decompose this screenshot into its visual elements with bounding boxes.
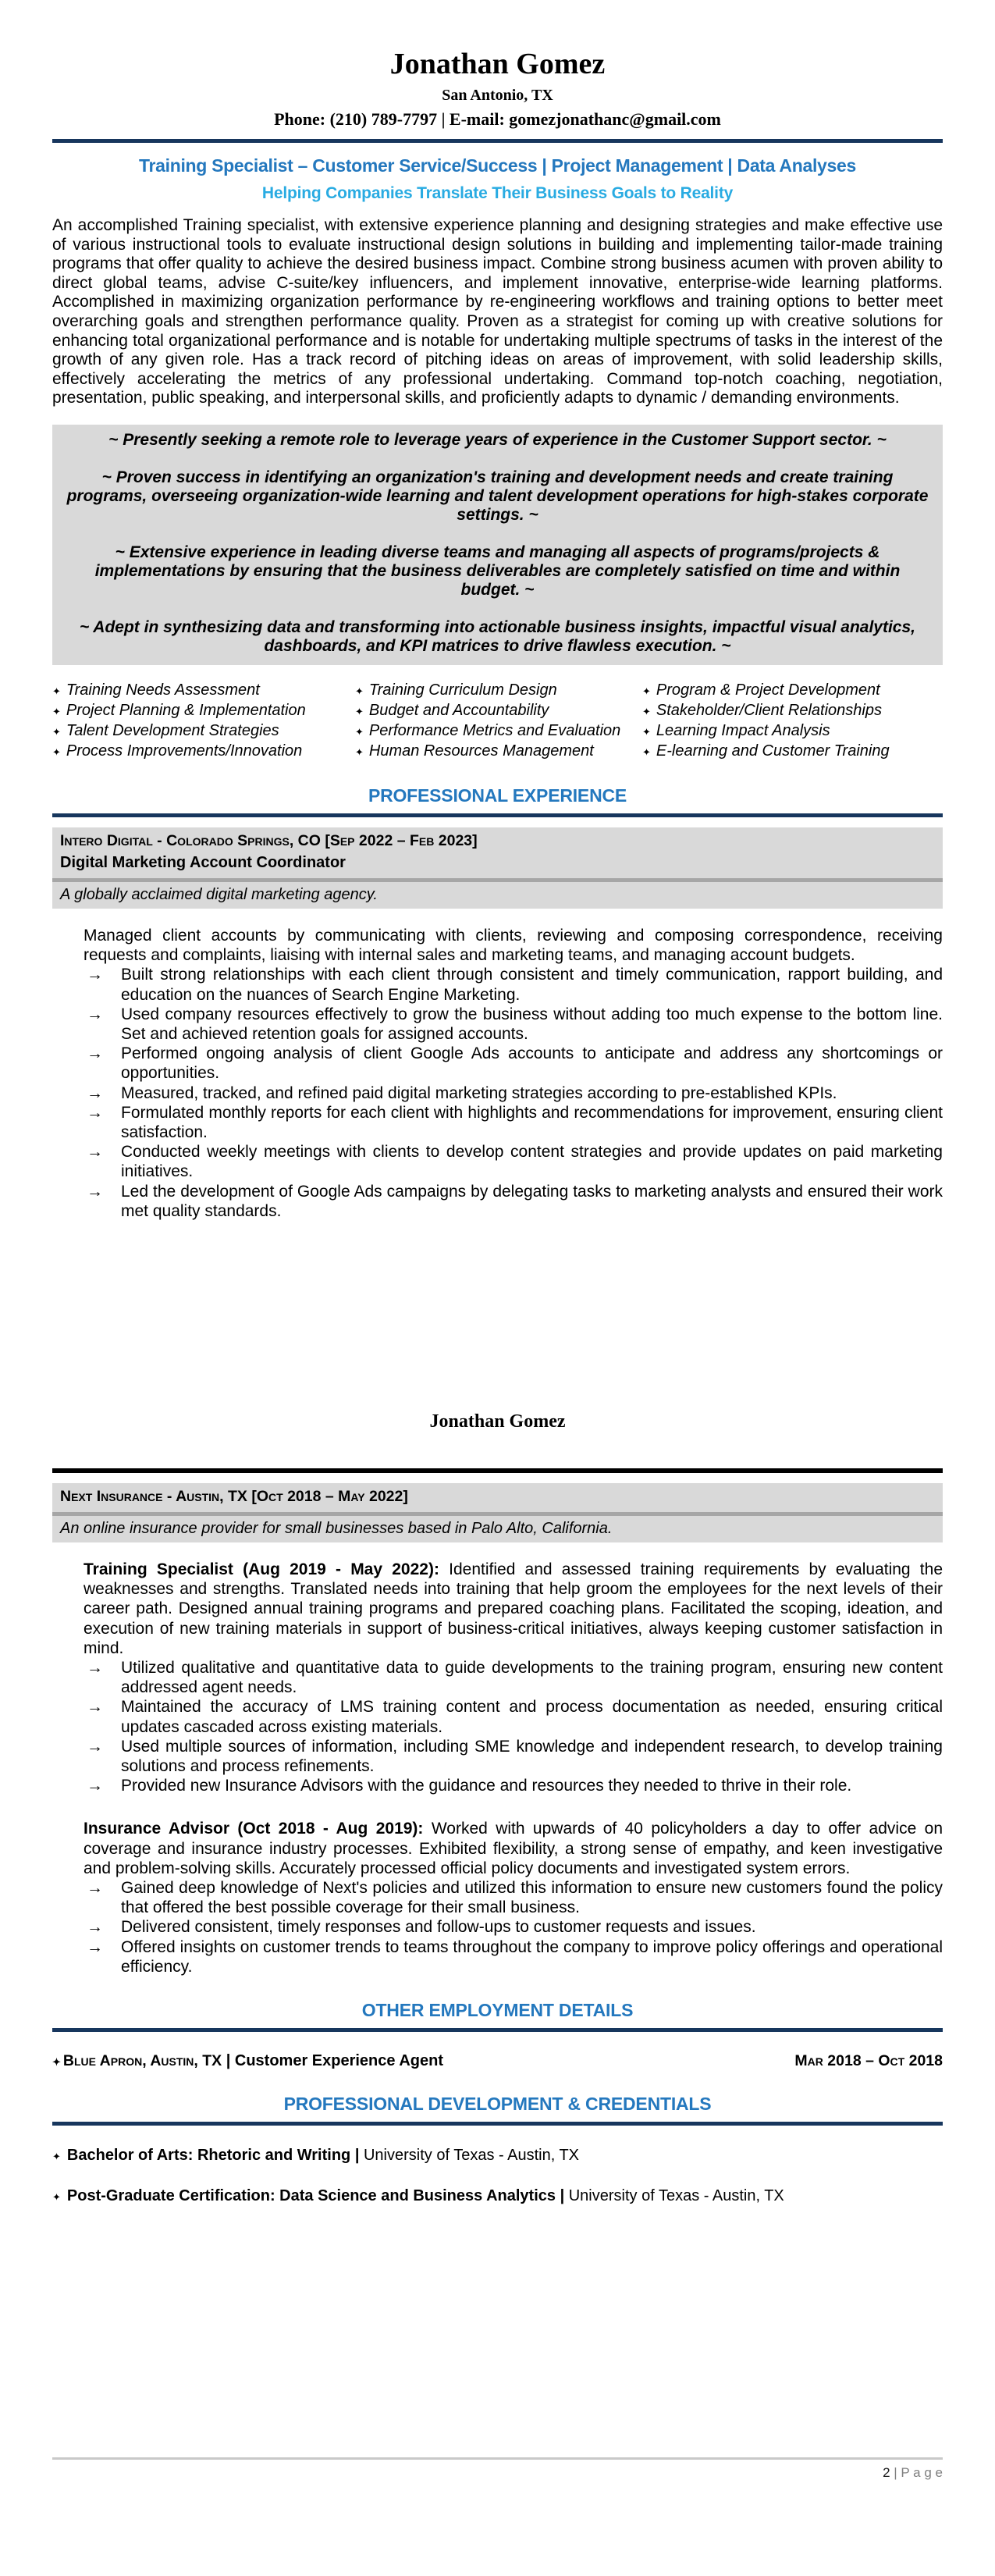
diamond-bullet-icon: ✦ <box>52 2056 61 2069</box>
bullet-text: Used company resources effectively to grow the business without adding too much expense to the bottom line. Set and achieved retention goals for assigned accounts. <box>121 1005 943 1043</box>
diamond-bullet-icon: ✦ <box>355 705 364 717</box>
candidate-contact: Phone: (210) 789-7797 | E-mail: gomezjonathanc@gmail.com <box>274 109 721 129</box>
diamond-bullet-icon: ✦ <box>52 2151 61 2163</box>
arrow-bullet-icon: → <box>87 1879 103 1898</box>
bullet-item <box>84 1083 943 1103</box>
skill-text: Training Curriculum Design <box>368 681 557 699</box>
job1-role-line: Digital Marketing Account Coordinator <box>60 853 346 871</box>
bullet-text: Conducted weekly meetings with clients to develop content strategies and provide updates on paid marketing initiatives. <box>121 1143 943 1181</box>
diamond-bullet-icon: ✦ <box>52 725 61 738</box>
other-employment-role: | Customer Experience Agent <box>226 2052 443 2070</box>
section-rule-credentials <box>52 2122 943 2126</box>
skill-item <box>355 742 642 762</box>
job2-role1-bullets <box>84 1658 943 1795</box>
bullet-text: Gained deep knowledge of Next's policies and utilized this information to ensure new customers found the policy that offered the best possible coverage for their small business. <box>121 1879 943 1917</box>
bullet-text: Measured, tracked, and refined paid digital marketing strategies according to pre-established KPIs. <box>121 1083 837 1102</box>
skill-text: Program & Project Development <box>656 681 880 699</box>
bullet-item <box>84 965 943 1004</box>
summary-paragraph: An accomplished Training specialist, with extensive experience planning and designing strategies and make effective use of various instructional tools to evaluate instructional design solutions in building and implementing tailor-made training programs that offer quality to achieve the desired business impact. Combine strong business acumen with proven ability to direct global teams, advise C-suite/key influencers, and implement innovative, enterprise-wide learning platforms. Accomplished in maximizing organization performance by re-engineering workflows and training options to better meet overarching goals and strengthen performance quality. Proven as a strategist for coming up with creative solutions for enhancing total organizational performance and is notable for undertaking multiple spectrums of tasks in the interest of the growth of any given role. Has a track record of pitching ideas on areas of improvement, with solid leadership skills, effectively accelerating the metrics of any professional undertaking. Command top-notch coaching, negotiation, presentation, public speaking, and interpersonal skills, and proficiently adapts to dynamic / demanding environments. <box>52 216 943 407</box>
header-rule <box>52 139 943 143</box>
bullet-item <box>84 1142 943 1181</box>
arrow-bullet-icon: → <box>87 1005 103 1023</box>
section-rule-other-employment <box>52 2028 943 2032</box>
skill-text: Project Planning & Implementation <box>66 701 306 719</box>
skill-text: Learning Impact Analysis <box>656 721 830 739</box>
bullet-text: Performed ongoing analysis of client Google Ads accounts to anticipate and address any shortcomings or opportunities. <box>121 1044 943 1083</box>
skills-column-3 <box>642 681 943 762</box>
credential-row-2 <box>52 2186 943 2207</box>
arrow-bullet-icon: → <box>87 1737 103 1756</box>
page-number-text <box>52 2465 943 2481</box>
other-employment-company: Blue Apron, Austin, TX <box>62 2052 222 2070</box>
highlight-statement: ~ Proven success in identifying an organization's training and development needs and create training programs, overseeing organization-wide learning and talent development operations for high-stakes corporate settings. ~ <box>66 468 929 524</box>
bullet-item <box>84 1005 943 1044</box>
bullet-text: Maintained the accuracy of LMS training content and process documentation as needed, ensuring critical updates cascaded across existing materials. <box>121 1698 943 1736</box>
candidate-location: San Antonio, TX <box>442 87 553 104</box>
bullet-text: Provided new Insurance Advisors with the guidance and resources they needed to thrive in their role. <box>121 1777 852 1795</box>
highlight-statement: ~ Adept in synthesizing data and transforming into actionable business insights, impactful visual analytics, dashboards, and KPI matrices to drive flawless execution. ~ <box>79 617 915 655</box>
section-heading-other-employment: OTHER EMPLOYMENT DETAILS <box>361 2000 634 2021</box>
bullet-item <box>84 1697 943 1736</box>
bullet-item <box>84 1044 943 1083</box>
section-heading-credentials: PROFESSIONAL DEVELOPMENT & CREDENTIALS <box>283 2094 712 2115</box>
job1-intro: Managed client accounts by communicating with clients, reviewing and composing correspondence, receiving requests and complaints, liaising with internal sales and marketing teams, and managing account budgets. <box>84 926 943 965</box>
job2-tagline: An online insurance provider for small businesses based in Palo Alto, California. <box>52 1516 943 1542</box>
arrow-bullet-icon: → <box>87 1044 103 1063</box>
arrow-bullet-icon: → <box>87 1103 103 1122</box>
skill-text: Human Resources Management <box>368 742 594 760</box>
job2-role1-paragraph <box>84 1560 943 1658</box>
skill-text: Training Needs Assessment <box>66 681 260 699</box>
skills-column-2 <box>355 681 642 762</box>
skill-item <box>355 701 642 721</box>
other-employment-entry <box>52 2052 443 2070</box>
skill-item <box>355 721 642 742</box>
diamond-bullet-icon: ✦ <box>52 2191 61 2204</box>
skill-item <box>642 742 943 762</box>
bullet-item <box>84 1103 943 1142</box>
skills-column-1 <box>52 681 355 762</box>
bullet-item <box>84 1182 943 1221</box>
skill-text: Stakeholder/Client Relationships <box>656 701 882 719</box>
skill-item <box>355 681 642 701</box>
skills-grid <box>52 681 943 762</box>
diamond-bullet-icon: ✦ <box>642 685 651 697</box>
bullet-item <box>84 1917 943 1937</box>
footer-rule <box>52 2457 943 2460</box>
bullet-text: Delivered consistent, timely responses and follow-ups to customer requests and issues. <box>121 1918 756 1937</box>
resume-tagline: Helping Companies Translate Their Business Goals to Reality <box>261 184 734 202</box>
bullet-item <box>84 1658 943 1697</box>
page-content <box>0 47 995 2207</box>
skill-item <box>52 701 355 721</box>
bullet-text: Offered insights on customer trends to teams throughout the company to improve policy offerings and operational efficiency. <box>121 1937 943 1976</box>
diamond-bullet-icon: ✦ <box>642 745 651 758</box>
credential-2-title: Post-Graduate Certification: Data Science and Business Analytics | <box>66 2187 565 2205</box>
job2-role2-section <box>84 1819 943 1976</box>
section-rule-experience <box>52 813 943 817</box>
arrow-bullet-icon: → <box>87 1777 103 1795</box>
credential-row-1 <box>52 2146 943 2166</box>
skill-text: Process Improvements/Innovation <box>66 742 303 760</box>
arrow-bullet-icon: → <box>87 966 103 984</box>
arrow-bullet-icon: → <box>87 1659 103 1677</box>
job2-role2-paragraph <box>84 1819 943 1878</box>
job2-company-line: Next Insurance - Austin, TX [Oct 2018 – May 2022] <box>60 1487 408 1505</box>
skill-text: Performance Metrics and Evaluation <box>368 721 621 739</box>
highlight-statement: ~ Presently seeking a remote role to leverage years of experience in the Customer Support sector. ~ <box>108 430 887 449</box>
job1-tagline: A globally acclaimed digital marketing agency. <box>52 882 943 909</box>
skill-item <box>52 721 355 742</box>
skill-item <box>52 681 355 701</box>
page-separator-line <box>52 1468 943 1473</box>
diamond-bullet-icon: ✦ <box>355 745 364 758</box>
diamond-bullet-icon: ✦ <box>355 685 364 697</box>
credential-1-school: University of Texas - Austin, TX <box>363 2147 580 2165</box>
bullet-text: Formulated monthly reports for each client with highlights and recommendations for improvement, ensuring client satisfaction. <box>121 1103 943 1141</box>
bullet-item <box>84 1878 943 1917</box>
job1-company-line: Intero Digital - Colorado Springs, CO [Sep 2022 – Feb 2023] <box>60 831 478 849</box>
diamond-bullet-icon: ✦ <box>642 725 651 738</box>
bullet-item <box>84 1776 943 1795</box>
bullet-item <box>84 1937 943 1976</box>
skill-item <box>52 742 355 762</box>
page-footer-name: Jonathan Gomez <box>429 1411 566 1432</box>
arrow-bullet-icon: → <box>87 1083 103 1102</box>
credential-1-title: Bachelor of Arts: Rhetoric and Writing | <box>66 2147 360 2165</box>
diamond-bullet-icon: ✦ <box>52 705 61 717</box>
skill-item <box>642 721 943 742</box>
job2-role1-section <box>84 1560 943 1795</box>
arrow-bullet-icon: → <box>87 1143 103 1162</box>
skill-item <box>642 681 943 701</box>
job2-role2-bullets <box>84 1878 943 1976</box>
arrow-bullet-icon: → <box>87 1918 103 1937</box>
job1-bullets <box>84 965 943 1221</box>
job2-company-block <box>52 1483 943 1512</box>
job2-role1-lead: Training Specialist (Aug 2019 - May 2022): <box>84 1560 439 1578</box>
resume-title: Training Specialist – Customer Service/Success | Project Management | Data Analyses <box>139 155 856 176</box>
page-number: 2 <box>883 2465 890 2480</box>
job2-body <box>52 1560 943 1976</box>
page-label: | P a g e <box>894 2465 943 2480</box>
other-employment-row <box>52 2052 943 2070</box>
skill-item <box>642 701 943 721</box>
arrow-bullet-icon: → <box>87 1182 103 1201</box>
job1-body <box>52 926 943 1221</box>
bullet-text: Used multiple sources of information, including SME knowledge and independent research, to develop training solutions and process refinements. <box>121 1737 943 1776</box>
section-heading-experience: PROFESSIONAL EXPERIENCE <box>368 785 627 806</box>
diamond-bullet-icon: ✦ <box>52 745 61 758</box>
other-employment-dates: Mar 2018 – Oct 2018 <box>794 2052 943 2070</box>
bullet-item <box>84 1737 943 1776</box>
bullet-text: Utilized qualitative and quantitative data to guide developments to the training program, ensuring new content addressed agent needs. <box>121 1659 943 1697</box>
candidate-name: Jonathan Gomez <box>389 48 606 80</box>
arrow-bullet-icon: → <box>87 1937 103 1956</box>
highlights-box <box>52 425 943 665</box>
diamond-bullet-icon: ✦ <box>52 685 61 697</box>
page-footer <box>52 2457 943 2481</box>
diamond-bullet-icon: ✦ <box>642 705 651 717</box>
arrow-bullet-icon: → <box>87 1698 103 1717</box>
bullet-text: Led the development of Google Ads campaigns by delegating tasks to marketing analysts and ensured their work met quality standards. <box>121 1182 943 1220</box>
bullet-text: Built strong relationships with each client through consistent and timely communication, rapport building, and education on the nuances of Search Engine Marketing. <box>121 966 943 1004</box>
highlight-statement: ~ Extensive experience in leading diverse teams and managing all aspects of programs/projects & implementations by ensuring that the business deliverables are completely satisfied on time and within budget. ~ <box>94 543 901 599</box>
credential-2-school: University of Texas - Austin, TX <box>568 2187 784 2205</box>
job2-role1-text: Identified and assessed training requirements by evaluating the weaknesses and strengths. Translated needs into training that help groom the employees for the next levels of their career path. Designed annual training programs and prepared coaching plans. Facilitated the scoping, ideation, and execution of new training materials in support of business-critical initiatives, always keeping customer satisfaction in mind. <box>84 1560 943 1657</box>
job2-role2-lead: Insurance Advisor (Oct 2018 - Aug 2019): <box>84 1820 424 1838</box>
diamond-bullet-icon: ✦ <box>355 725 364 738</box>
skill-text: Budget and Accountability <box>368 701 549 719</box>
job2-role2-text: Worked with upwards of 40 policyholders a day to offer advice on coverage and insurance industry processes. Exhibited flexibility, a strong sense of empathy, and keen investigative and problem-solving skills. Accurately processed official policy documents and investigated system errors. <box>84 1820 943 1877</box>
job1-company-block <box>52 827 943 878</box>
skill-text: Talent Development Strategies <box>66 721 279 739</box>
skill-text: E-learning and Customer Training <box>656 742 890 760</box>
